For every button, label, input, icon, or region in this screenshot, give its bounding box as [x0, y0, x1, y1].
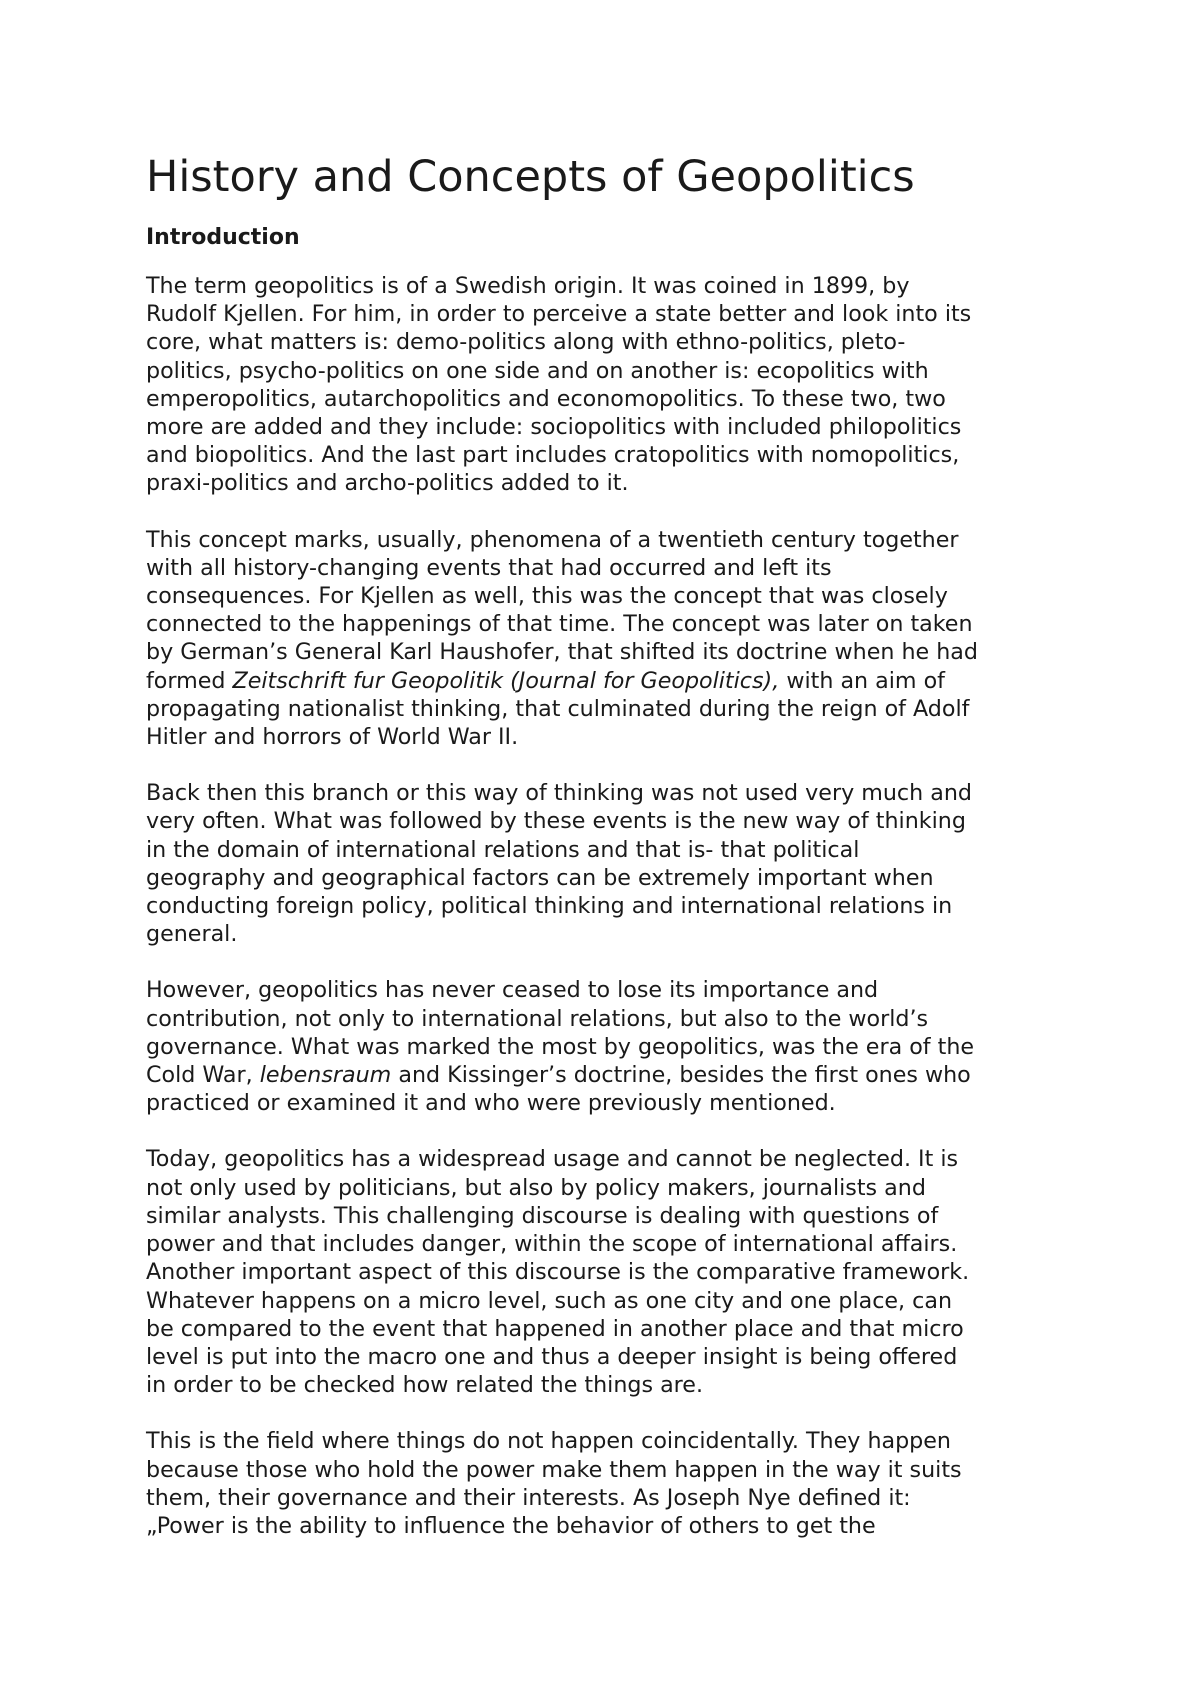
text-line: core, what matters is: demo-politics along with ethno-politics, pleto-	[146, 329, 906, 356]
text-line: politics, psycho-politics on one side and on another is: ecopolitics with	[146, 357, 929, 384]
text-line: general.	[146, 921, 238, 948]
document-title: History and Concepts of Geopolitics	[146, 152, 915, 202]
text-line: governance. What was marked the most by geopolitics, was the era of the	[146, 1033, 975, 1060]
text-line: similar analysts. This challenging discourse is dealing with questions of	[146, 1202, 939, 1229]
text-line: not only used by politicians, but also by policy makers, journalists and	[146, 1174, 926, 1201]
text-line: because those who hold the power make them happen in the way it suits	[146, 1456, 962, 1483]
paragraph-6	[146, 1427, 1076, 1540]
text-line: „Power is the ability to influence the behavior of others to get the	[146, 1512, 876, 1539]
text-line: be compared to the event that happened in another place and that micro	[146, 1315, 964, 1342]
text-line: very often. What was followed by these events is the new way of thinking	[146, 808, 966, 835]
text-segment: with an aim of	[779, 667, 945, 694]
text-line: Whatever happens on a micro level, such as one city and one place, can	[146, 1287, 953, 1314]
paragraph-2	[146, 526, 1076, 752]
text-line: with all history-changing events that had occurred and left its	[146, 554, 832, 581]
text-line	[146, 667, 1076, 695]
text-line: and biopolitics. And the last part includes cratopolitics with nomopolitics,	[146, 442, 960, 469]
text-line: connected to the happenings of that time. The concept was later on taken	[146, 611, 973, 638]
text-line: practiced or examined it and who were previously mentioned.	[146, 1090, 836, 1117]
journal-title-italic: Zeitschrift fur Geopolitik (Journal for Geopolitics),	[232, 667, 780, 694]
text-line: them, their governance and their interests. As Joseph Nye defined it:	[146, 1484, 911, 1511]
text-line: praxi-politics and archo-politics added to it.	[146, 470, 629, 497]
text-line: in the domain of international relations and that is- that political	[146, 836, 860, 863]
text-segment: Cold War,	[146, 1062, 260, 1089]
text-line: This concept marks, usually, phenomena of a twentieth century together	[146, 526, 959, 553]
text-line: in order to be checked how related the things are.	[146, 1372, 704, 1399]
paragraph-5	[146, 1145, 1076, 1399]
paragraph-3	[146, 779, 1076, 948]
text-line: Hitler and horrors of World War II.	[146, 724, 519, 751]
text-line: contribution, not only to international relations, but also to the world’s	[146, 1005, 929, 1032]
lebensraum-italic: lebensraum	[259, 1062, 392, 1089]
text-segment: and Kissinger’s doctrine, besides the first ones who	[391, 1062, 971, 1089]
text-line: conducting foreign policy, political thinking and international relations in	[146, 893, 953, 920]
text-segment: formed	[146, 667, 233, 694]
text-line: consequences. For Kjellen as well, this was the concept that was closely	[146, 583, 948, 610]
text-line: more are added and they include: sociopolitics with included philopolitics	[146, 414, 962, 441]
text-line: level is put into the macro one and thus a deeper insight is being offered	[146, 1343, 958, 1370]
text-line: Rudolf Kjellen. For him, in order to perceive a state better and look into its	[146, 301, 972, 328]
paragraph-1	[146, 272, 1076, 498]
text-line: Another important aspect of this discourse is the comparative framework.	[146, 1259, 970, 1286]
text-line: Back then this branch or this way of thinking was not used very much and	[146, 780, 972, 807]
text-line: power and that includes danger, within the scope of international affairs.	[146, 1231, 958, 1258]
text-line: emperopolitics, autarchopolitics and economopolitics. To these two, two	[146, 385, 946, 412]
text-line: This is the field where things do not happen coincidentally. They happen	[146, 1428, 951, 1455]
text-line: The term geopolitics is of a Swedish origin. It was coined in 1899, by	[146, 273, 910, 299]
paragraph-4	[146, 976, 1076, 1117]
text-line	[146, 1061, 1076, 1089]
section-heading: Introduction	[146, 225, 300, 250]
text-line: Today, geopolitics has a widespread usage and cannot be neglected. It is	[146, 1146, 959, 1173]
text-line: by German’s General Karl Haushofer, that shifted its doctrine when he had	[146, 639, 978, 666]
text-line: propagating nationalist thinking, that culminated during the reign of Adolf	[146, 695, 970, 722]
text-line: However, geopolitics has never ceased to lose its importance and	[146, 977, 879, 1004]
document-page	[146, 150, 1076, 1568]
text-line: geography and geographical factors can be extremely important when	[146, 864, 934, 891]
